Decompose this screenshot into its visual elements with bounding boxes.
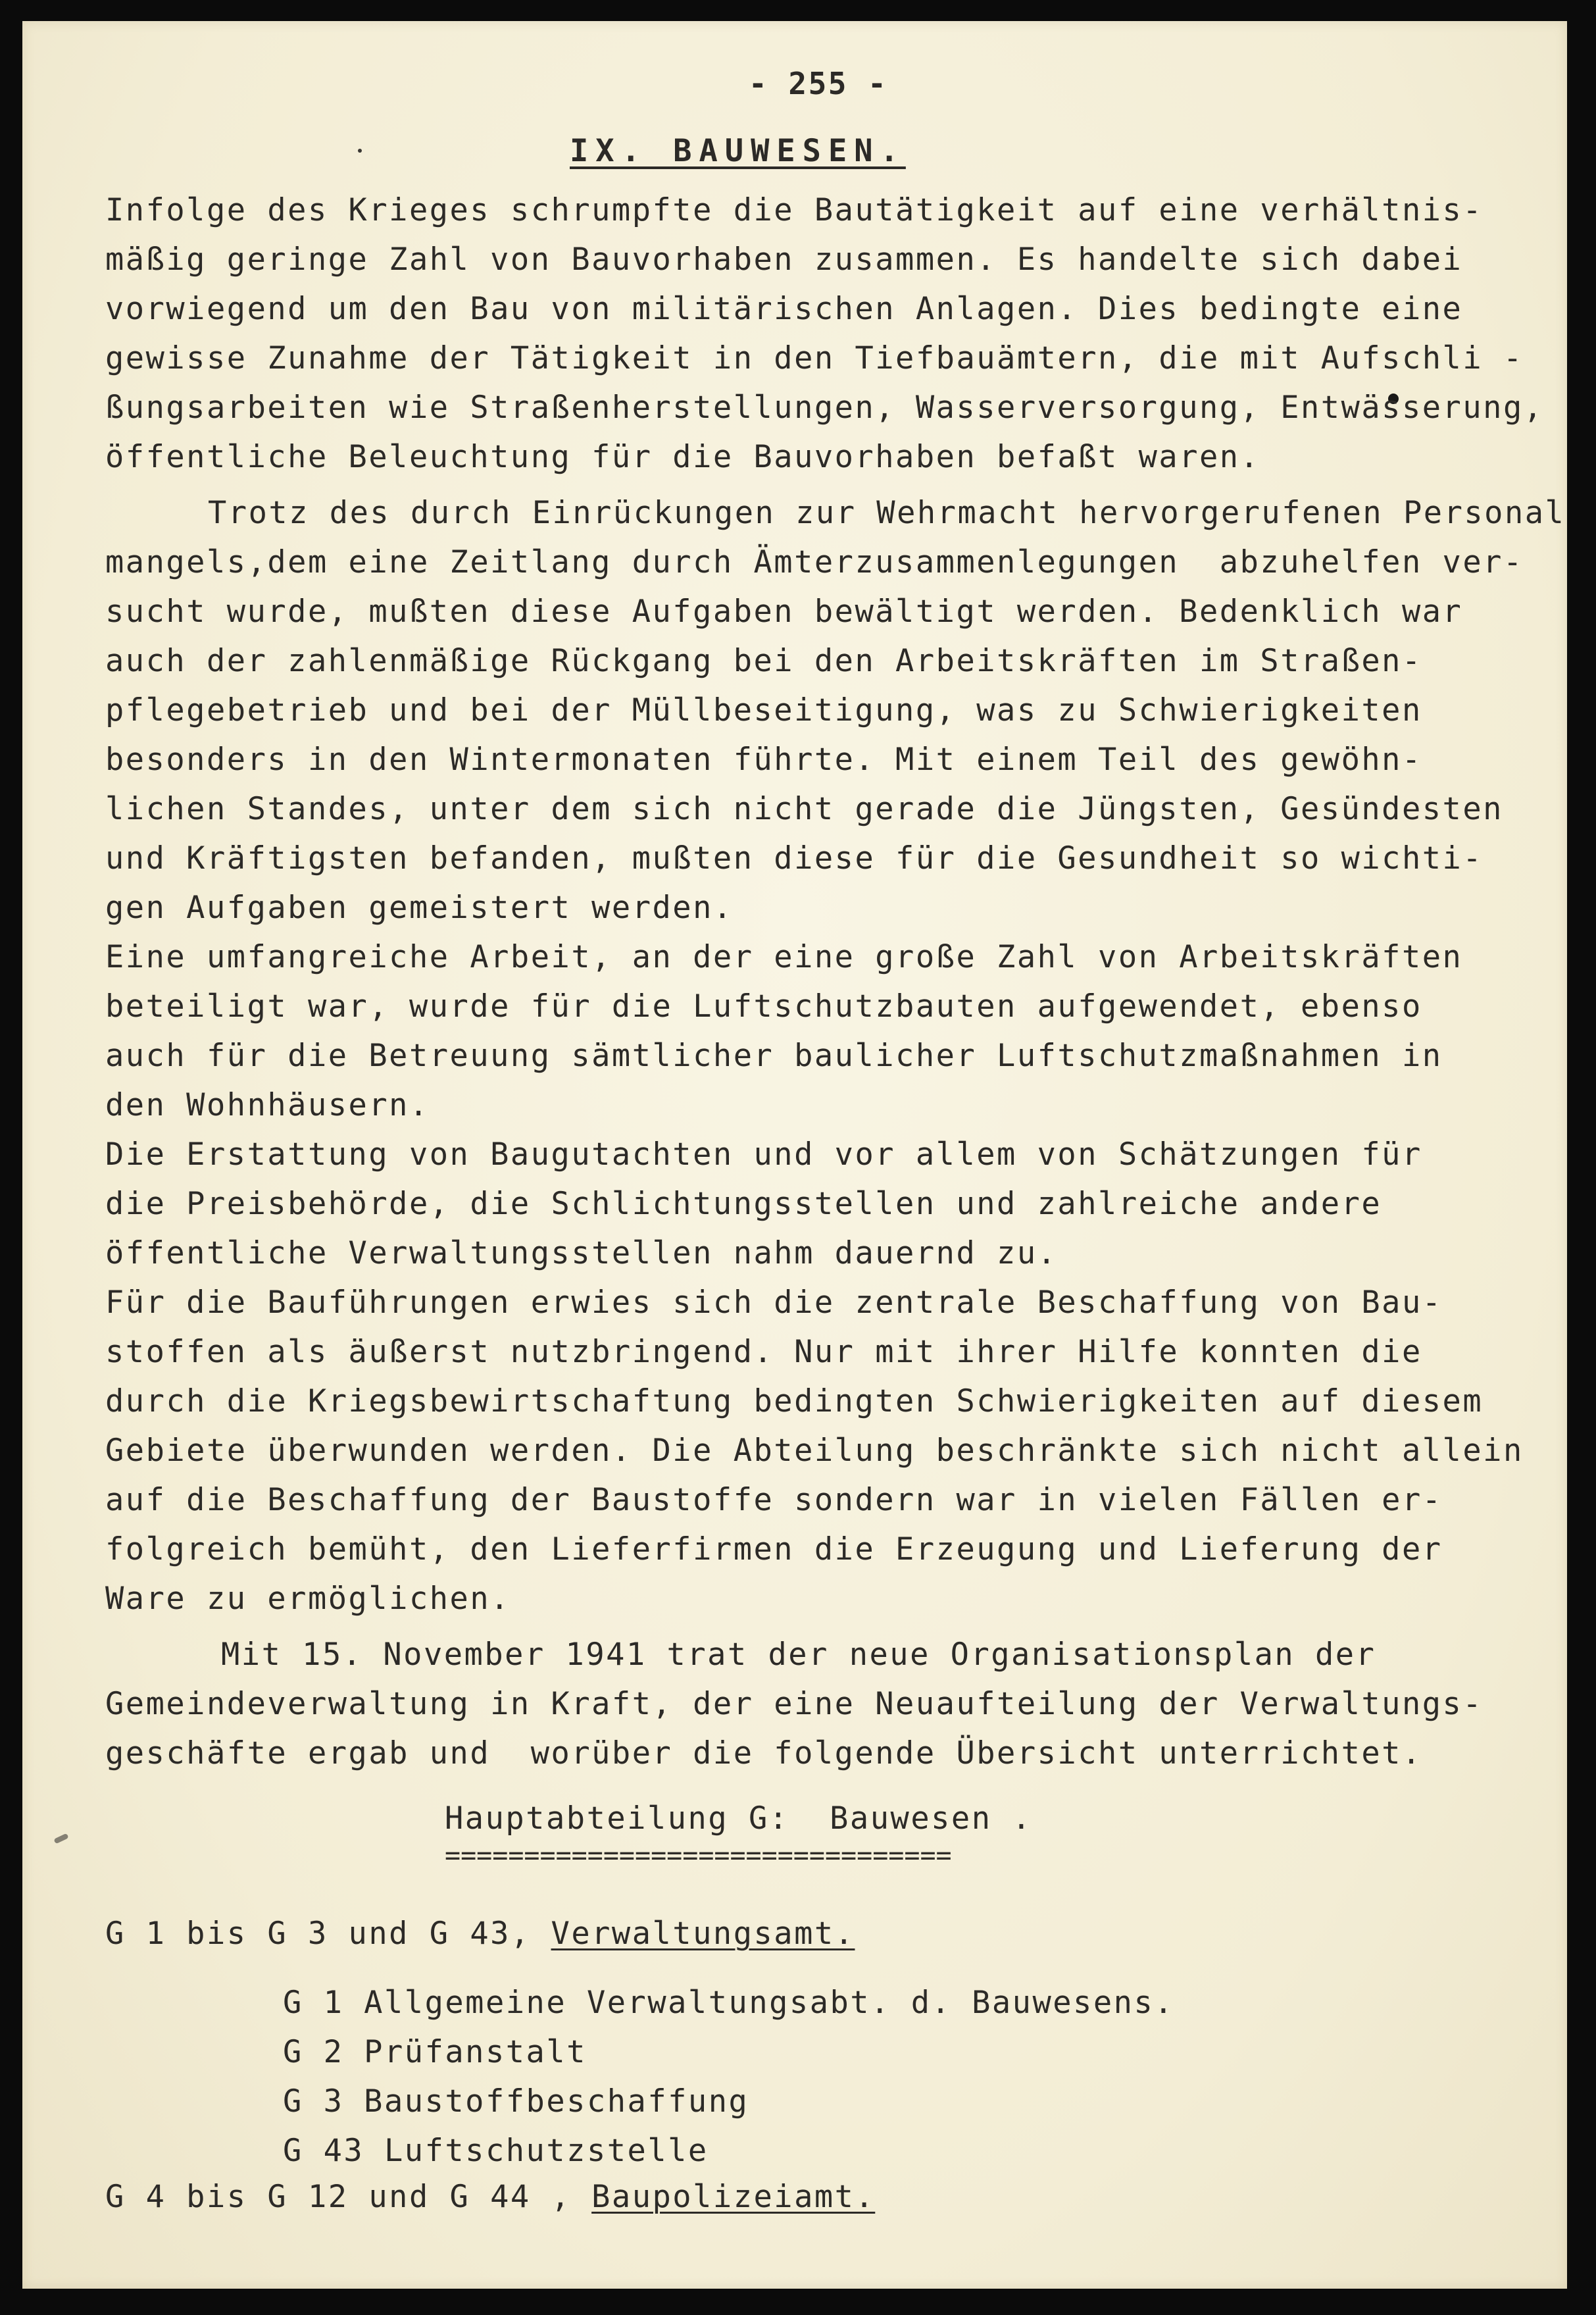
body-line: besonders in den Wintermonaten führte. Mit einem Teil des gewöhn- [105,742,1422,778]
body-line: auch der zahlenmäßige Rückgang bei den Arbeitskräften im Straßen- [105,643,1422,679]
group-line [105,2179,876,2215]
group-prefix: G 1 bis G 3 und G 43, [105,1916,551,1952]
body-line: Für die Bauführungen erwies sich die zentrale Beschaffung von Bau- [105,1285,1443,1321]
section-heading: Hauptabteilung G: Bauwesen . [445,1800,1033,1837]
body-line: den Wohnhäusern. [105,1087,430,1123]
list-item: G 1 Allgemeine Verwaltungsabt. d. Bauwesens. [283,1985,1175,2021]
list-item: G 2 Prüfanstalt [283,2034,587,2070]
body-line: durch die Kriegsbewirtschaftung bedingten Schwierigkeiten auf diesem [105,1383,1484,1419]
body-line: auch für die Betreuung sämtlicher baulicher Luftschutzmaßnahmen in [105,1038,1443,1074]
body-line: geschäfte ergab und worüber die folgende Übersicht unterrichtet. [105,1735,1422,1771]
body-line: mäßig geringe Zahl von Bauvorhaben zusammen. Es handelte sich dabei [105,242,1463,278]
body-line: und Kräftigsten befanden, mußten diese für die Gesundheit so wichti- [105,840,1484,877]
chapter-title: IX. BAUWESEN. [570,133,906,169]
body-line: mangels,dem eine Zeitlang durch Ämterzusammenlegungen abzuhelfen ver- [105,544,1524,580]
group-name: Verwaltungsamt. [551,1916,855,1952]
body-line: folgreich bemüht, den Lieferfirmen die Erzeugung und Lieferung der [105,1531,1443,1567]
page-number: - 255 - [749,66,888,101]
heading-rule: ================================ [445,1841,952,1871]
body-line: Die Erstattung von Baugutachten und vor allem von Schätzungen für [105,1136,1422,1173]
body-line: ßungsarbeiten wie Straßenherstellungen, Wasserversorgung, Entwässerung, [105,390,1544,426]
body-line: öffentliche Verwaltungsstellen nahm dauernd zu. [105,1235,1058,1271]
body-line: vorwiegend um den Bau von militärischen Anlagen. Dies bedingte eine [105,291,1463,327]
body-line: Gebiete überwunden werden. Die Abteilung beschränkte sich nicht allein [105,1433,1524,1469]
body-line: die Preisbehörde, die Schlichtungsstellen und zahlreiche andere [105,1186,1382,1222]
body-line: pflegebetrieb und bei der Müllbeseitigung, was zu Schwierigkeiten [105,692,1422,728]
body-line: auf die Beschaffung der Baustoffe sondern war in vielen Fällen er- [105,1482,1443,1518]
group-prefix: G 4 bis G 12 und G 44 , [105,2179,592,2215]
group-name: Baupolizeiamt. [591,2179,876,2215]
list-item: G 43 Luftschutzstelle [283,2133,709,2169]
body-line: beteiligt war, wurde für die Luftschutzbauten aufgewendet, ebenso [105,988,1422,1025]
body-line: stoffen als äußerst nutzbringend. Nur mit ihrer Hilfe konnten die [105,1334,1422,1370]
body-line-indented: Trotz des durch Einrückungen zur Wehrmacht hervorgerufenen Personal [208,495,1566,531]
body-line: öffentliche Beleuchtung für die Bauvorhaben befaßt waren. [105,439,1260,475]
body-line: gewisse Zunahme der Tätigkeit in den Tiefbauämtern, die mit Aufschli - [105,340,1524,376]
list-item: G 3 Baustoffbeschaffung [283,2083,749,2120]
body-line: Eine umfangreiche Arbeit, an der eine große Zahl von Arbeitskräften [105,939,1463,975]
body-line: Gemeindeverwaltung in Kraft, der eine Neuaufteilung der Verwaltungs- [105,1686,1484,1722]
body-line: Ware zu ermöglichen. [105,1581,511,1617]
body-line: sucht wurde, mußten diese Aufgaben bewältigt werden. Bedenklich war [105,594,1463,630]
body-line: lichen Standes, unter dem sich nicht gerade die Jüngsten, Gesündesten [105,791,1503,827]
group-line [105,1916,855,1952]
body-line: gen Aufgaben gemeistert werden. [105,890,734,926]
body-line-indented: Mit 15. November 1941 trat der neue Organisationsplan der [221,1637,1376,1673]
ink-dot [358,149,362,153]
body-line: Infolge des Krieges schrumpfte die Bautätigkeit auf eine verhältnis- [105,192,1484,228]
